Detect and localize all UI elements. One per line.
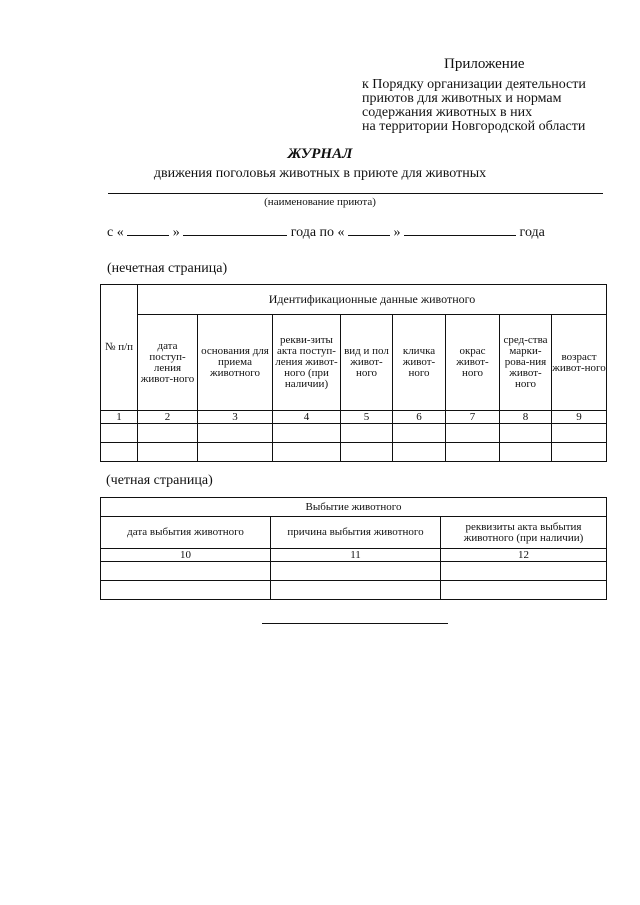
table-cell[interactable] — [273, 443, 341, 462]
table-cell[interactable] — [341, 443, 393, 462]
column-number: 3 — [198, 411, 273, 424]
column-number: 11 — [271, 549, 441, 562]
column-header: дата поступ-ления живот-ного — [138, 315, 198, 411]
journal-subtitle: движения поголовья животных в приюте для животных — [153, 166, 487, 181]
table-cell[interactable] — [446, 443, 500, 462]
table-cell[interactable] — [393, 443, 446, 462]
column-number: 4 — [273, 411, 341, 424]
table-cell[interactable] — [198, 443, 273, 462]
column-number: 10 — [101, 549, 271, 562]
period-year-suffix: года — [519, 225, 545, 240]
column-header: вид и пол живот-ного — [341, 315, 393, 411]
quote-close: » — [172, 225, 180, 240]
even-page-table — [100, 497, 607, 600]
shelter-name-caption: (наименование приюта) — [264, 196, 376, 208]
table-cell[interactable] — [552, 424, 607, 443]
group-header-disposal: Выбытие животного — [101, 498, 607, 517]
journal-title: ЖУРНАЛ — [287, 146, 353, 162]
closing-line — [262, 623, 448, 624]
table-cell[interactable] — [446, 424, 500, 443]
table-cell[interactable] — [271, 581, 441, 600]
table-cell[interactable] — [273, 424, 341, 443]
table-row — [101, 581, 607, 600]
table-cell[interactable] — [393, 424, 446, 443]
table-cell[interactable] — [441, 581, 607, 600]
column-number: 1 — [101, 411, 138, 424]
column-number: 6 — [393, 411, 446, 424]
column-number: 9 — [552, 411, 607, 424]
column-number: 5 — [341, 411, 393, 424]
column-header: возраст живот-ного — [552, 315, 607, 411]
table-cell[interactable] — [500, 424, 552, 443]
column-header: сред-ства марки-рова-ния живот-ного — [500, 315, 552, 411]
table-cell[interactable] — [101, 443, 138, 462]
month-year-to-blank — [404, 223, 516, 236]
table-cell[interactable] — [101, 562, 271, 581]
column-header: причина выбытия животного — [271, 517, 441, 549]
quote-close: » — [393, 225, 401, 240]
day-to-blank — [348, 223, 390, 236]
column-header: окрас живот-ного — [446, 315, 500, 411]
column-number: 8 — [500, 411, 552, 424]
column-number: 7 — [446, 411, 500, 424]
appendix-line: на территории Новгородской области — [362, 119, 586, 134]
table-row — [101, 562, 607, 581]
column-header: дата выбытия животного — [101, 517, 271, 549]
table-row — [101, 443, 607, 462]
table-cell[interactable] — [441, 562, 607, 581]
column-number: 2 — [138, 411, 198, 424]
column-header-no: № п/п — [101, 285, 138, 411]
table-cell[interactable] — [552, 443, 607, 462]
appendix-reference — [362, 78, 586, 134]
appendix-line: содержания животных в них — [362, 105, 533, 120]
column-number: 12 — [441, 549, 607, 562]
shelter-name-line — [108, 193, 603, 194]
group-header-identification: Идентификационные данные животного — [138, 285, 607, 315]
table-cell[interactable] — [198, 424, 273, 443]
appendix-line: приютов для животных и нормам — [362, 91, 562, 106]
column-header: реквизиты акта выбытия животного (при наличии) — [441, 517, 607, 549]
column-header: кличка живот-ного — [393, 315, 446, 411]
appendix-line: к Порядку организации деятельности — [362, 77, 586, 92]
column-header: основания для приема животного — [198, 315, 273, 411]
table-cell[interactable] — [341, 424, 393, 443]
table-cell[interactable] — [138, 424, 198, 443]
table-cell[interactable] — [500, 443, 552, 462]
column-header: рекви-зиты акта поступ-ления живот-ного (при наличии) — [273, 315, 341, 411]
period-from-prefix: с « — [107, 225, 124, 240]
table-cell[interactable] — [271, 562, 441, 581]
odd-page-table — [100, 284, 607, 462]
day-from-blank — [127, 223, 169, 236]
even-page-label: (четная страница) — [106, 473, 213, 488]
table-cell[interactable] — [101, 424, 138, 443]
appendix-title: Приложение — [444, 56, 525, 72]
table-cell[interactable] — [101, 581, 271, 600]
month-year-from-blank — [183, 223, 287, 236]
period-line — [107, 223, 545, 241]
table-cell[interactable] — [138, 443, 198, 462]
table-row — [101, 424, 607, 443]
period-to-prefix: года по « — [290, 225, 345, 240]
odd-page-label: (нечетная страница) — [107, 261, 228, 276]
